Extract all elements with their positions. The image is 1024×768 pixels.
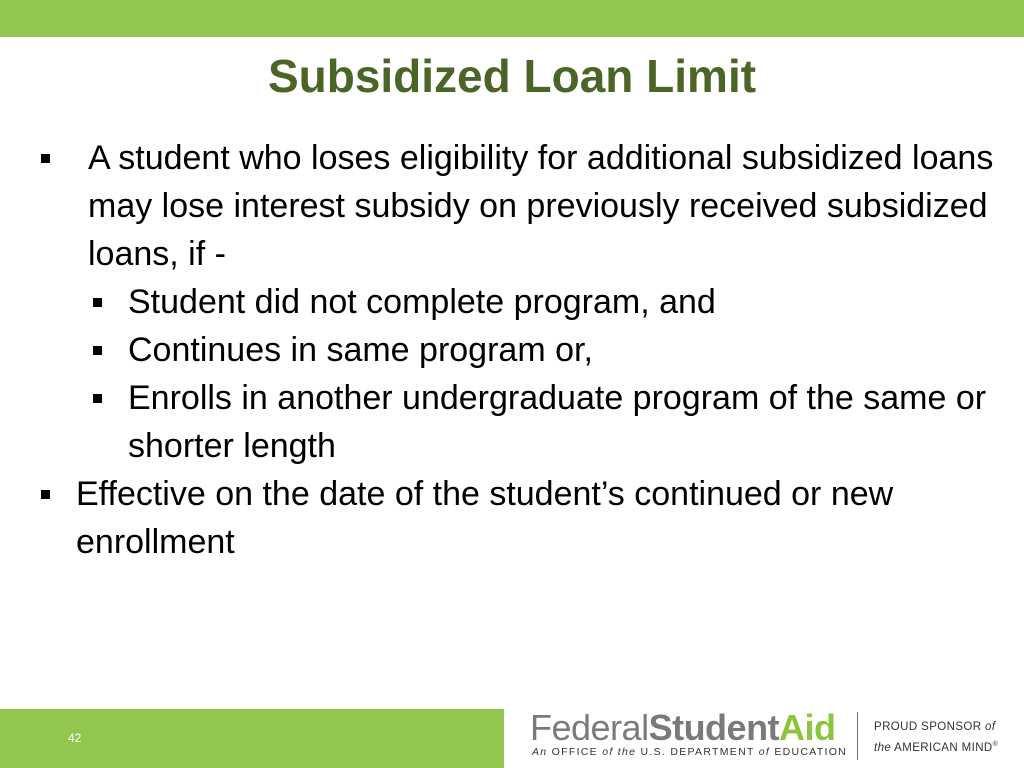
square-bullet-icon [93, 298, 102, 307]
sub-bullet-text: Continues in same program or, [128, 331, 593, 369]
federal-student-aid-logo [530, 708, 1010, 764]
bullet-text: A student who loses eligibility for additional subsidized loans may lose interest subsidy on previously received subsidized loans, if - [88, 139, 994, 273]
logo-divider [857, 712, 858, 760]
logo-tagline: An OFFICE of the U.S. DEPARTMENT of EDUCATION [532, 746, 848, 758]
bullet-item [36, 134, 996, 278]
bullet-item [36, 470, 996, 566]
sub-bullet-item [36, 278, 996, 326]
sub-bullet-item [36, 326, 996, 374]
sponsor-text: PROUD SPONSOR of the AMERICAN MIND® [874, 721, 999, 754]
square-bullet-icon [41, 154, 50, 163]
bullet-text: Effective on the date of the student’s continued or new enrollment [76, 475, 894, 561]
page-number: 42 [68, 731, 82, 745]
square-bullet-icon [93, 394, 102, 403]
square-bullet-icon [41, 490, 50, 499]
logo-wordmark: FederalStudentAid [530, 707, 836, 748]
slide-title: Subsidized Loan Limit [267, 50, 757, 102]
logo-aid: Aid [779, 707, 836, 748]
sub-bullet-item [36, 374, 996, 470]
sub-bullet-text: Enrolls in another undergraduate program of the same or shorter length [128, 379, 987, 465]
square-bullet-icon [93, 346, 102, 355]
sub-bullet-text: Student did not complete program, and [128, 283, 716, 321]
slide-content [36, 134, 996, 566]
top-accent-bar [0, 0, 1024, 37]
